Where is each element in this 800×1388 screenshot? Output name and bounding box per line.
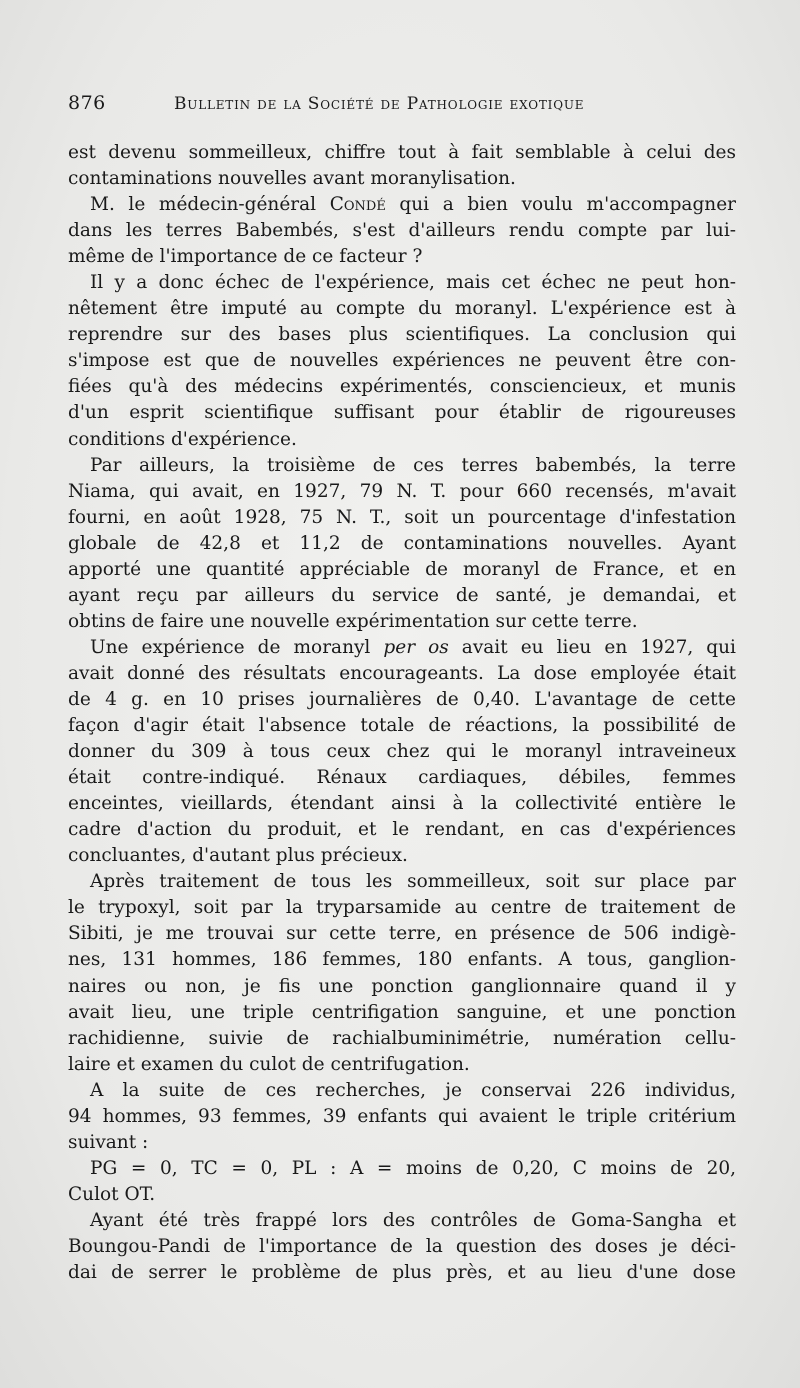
- text-line: de 4 g. en 10 prises journalières de 0,40. L'avantage de cette: [68, 688, 736, 710]
- text-line: Boungou-Pandi de l'importance de la question des doses je déci-: [68, 1235, 736, 1257]
- text-line: même de l'importance de ce facteur ?: [68, 246, 423, 268]
- text-line: Culot OT.: [68, 1183, 156, 1205]
- paragraph: [68, 869, 736, 1077]
- paragraph: [68, 270, 736, 452]
- text-line: fiées qu'à des médecins expérimentés, consciencieux, et munis: [68, 376, 736, 398]
- text-line: s'impose est que de nouvelles expériences ne peuvent être con-: [68, 350, 736, 372]
- text-line: suivant :: [68, 1131, 149, 1153]
- text-line: nêtement être imputé au compte du moranyl. L'expérience est à: [68, 298, 736, 320]
- text-line: avait lieu, une triple centrifigation sanguine, et une ponction: [68, 1001, 736, 1023]
- text-line: concluantes, d'autant plus précieux.: [68, 845, 408, 867]
- text-line: Il y a donc échec de l'expérience, mais cet échec ne peut hon-: [90, 272, 736, 294]
- text-line: était contre-indiqué. Rénaux cardiaques, débiles, femmes: [68, 767, 736, 789]
- text-line: façon d'agir était l'absence totale de réactions, la possibilité de: [68, 715, 736, 737]
- paragraph: [68, 635, 736, 869]
- text-line: rachidienne, suivie de rachialbuminimétrie, numération cellu-: [68, 1027, 736, 1049]
- text-line: Sibiti, je me trouvai sur cette terre, en présence de 506 indigè-: [68, 923, 736, 945]
- text-line: fourni, en août 1928, 75 N. T., soit un pourcentage d'infestation: [68, 506, 736, 528]
- text-line: le trypoxyl, soit par la tryparsamide au centre de traitement de: [68, 897, 736, 919]
- paragraph: [68, 1208, 736, 1286]
- body-text: [68, 140, 736, 1286]
- text-line: contaminations nouvelles avant moranylisation.: [68, 168, 516, 190]
- text-line: Après traitement de tous les sommeilleux, soit sur place par: [90, 871, 736, 893]
- text-line: [68, 635, 736, 661]
- text-span: Une expérience de moranyl: [90, 636, 384, 658]
- paragraph: [68, 1156, 736, 1208]
- text-line: d'un esprit scientifique suffisant pour établir de rigoureuses: [68, 402, 736, 424]
- paragraph: [68, 1078, 736, 1156]
- text-line: est devenu sommeilleux, chiffre tout à fait semblable à celui des: [68, 142, 736, 163]
- text-line: conditions d'expérience.: [68, 428, 297, 450]
- person-name: Condé: [329, 194, 386, 216]
- text-line: reprendre sur des bases plus scientifiques. La conclusion qui: [68, 324, 736, 346]
- text-line: [68, 192, 736, 218]
- text-line: donner du 309 à tous ceux chez qui le moranyl intraveineux: [68, 741, 736, 763]
- paragraph: [68, 453, 736, 635]
- text-line: 94 hommes, 93 femmes, 39 enfants qui avaient le triple critérium: [68, 1105, 736, 1127]
- text-line: dai de serrer le problème de plus près, et au lieu d'une dose: [68, 1262, 736, 1284]
- italic-term: per os: [383, 636, 449, 658]
- text-line: Par ailleurs, la troisième de ces terres babembés, la terre: [90, 454, 736, 476]
- running-title: Bulletin de la Société de Pathologie exotique: [174, 94, 585, 114]
- text-line: dans les terres Babembés, s'est d'ailleurs rendu compte par lui-: [68, 220, 736, 242]
- paragraph: [68, 140, 736, 192]
- page-number: 876: [68, 92, 106, 114]
- text-line: A la suite de ces recherches, je conservai 226 individus,: [90, 1079, 736, 1101]
- text-line: nes, 131 hommes, 186 femmes, 180 enfants. A tous, ganglion-: [68, 949, 736, 971]
- text-span: qui a bien voulu m'accompagner: [385, 194, 737, 216]
- text-line: naires ou non, je fis une ponction ganglionnaire quand il y: [68, 975, 736, 997]
- text-line: Niama, qui avait, en 1927, 79 N. T. pour 660 recensés, m'avait: [68, 480, 736, 502]
- paragraph: [68, 192, 736, 270]
- text-line: Ayant été très frappé lors des contrôles de Goma-Sangha et: [90, 1209, 736, 1231]
- text-line: PG = 0, TC = 0, PL : A = moins de 0,20, C moins de 20,: [90, 1157, 736, 1179]
- text-line: enceintes, vieillards, étendant ainsi à la collectivité entière le: [68, 793, 736, 815]
- text-line: avait donné des résultats encourageants. La dose employée était: [68, 662, 736, 684]
- text-line: apporté une quantité appréciable de moranyl de France, et en: [68, 558, 736, 580]
- text-line: cadre d'action du produit, et le rendant, en cas d'expériences: [68, 819, 736, 841]
- text-line: globale de 42,8 et 11,2 de contaminations nouvelles. Ayant: [68, 532, 736, 554]
- page-header: [68, 92, 738, 118]
- text-span: avait eu lieu en 1927, qui: [448, 636, 736, 658]
- text-line: obtins de faire une nouvelle expérimentation sur cette terre.: [68, 610, 638, 632]
- text-span: M. le médecin-général: [90, 194, 330, 216]
- text-line: ayant reçu par ailleurs du service de santé, je demandai, et: [68, 584, 736, 606]
- text-line: laire et examen du culot de centrifugation.: [68, 1053, 470, 1075]
